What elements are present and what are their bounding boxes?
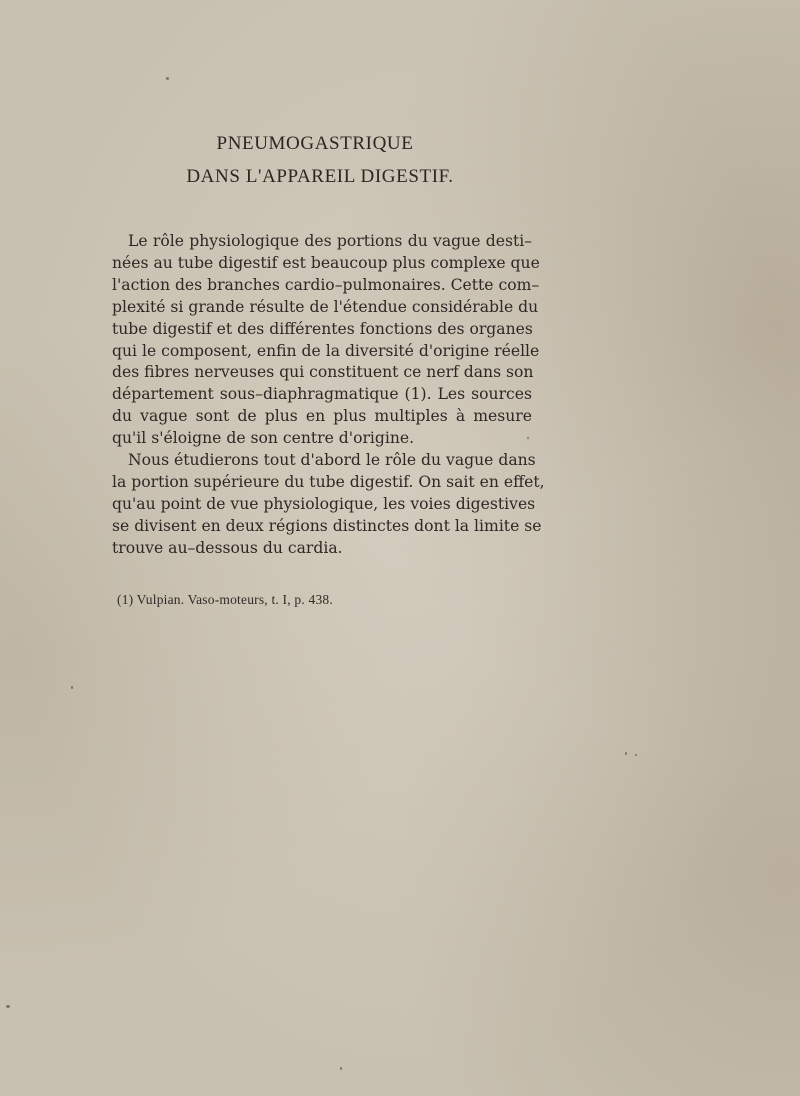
text-line: l'action des branches cardio–pulmonaires. Cette com– <box>112 275 540 294</box>
paper-speck <box>6 1005 10 1008</box>
chapter-title-line-2: DANS L'APPAREIL DIGESTIF. <box>186 166 454 187</box>
text-line: la portion supérieure du tube digestif. On sait en effet, <box>112 472 545 491</box>
text-line: Le rôle physiologique des portions du vague desti– <box>128 232 532 250</box>
paper-speck <box>71 686 73 689</box>
footnote: (1) Vulpian. Vaso-moteurs, t. I, p. 438. <box>117 592 333 607</box>
chapter-title-line-1: PNEUMOGASTRIQUE <box>216 133 414 154</box>
text-line: du vague sont de plus en plus multiples à mesure <box>112 407 532 426</box>
text-line: qu'au point de vue physiologique, les voies digestives <box>112 494 536 513</box>
paragraph-2 <box>112 450 545 560</box>
paper-speck <box>527 437 529 439</box>
paragraph-1 <box>112 231 540 450</box>
text-line: plexité si grande résulte de l'étendue considérable du <box>112 297 539 316</box>
text-line: des fibres nerveuses qui constituent ce nerf dans son <box>112 363 534 382</box>
text-line: se divisent en deux régions distinctes dont la limite se <box>112 516 542 535</box>
text-line: trouve au–dessous du cardia. <box>112 538 343 557</box>
text-line: qu'il s'éloigne de son centre d'origine. <box>112 429 415 448</box>
paper-speck <box>635 754 637 756</box>
text-line: département sous–diaphragmatique (1). Les sources <box>112 385 532 404</box>
paper-speck <box>166 77 169 80</box>
paper-speck <box>625 752 627 755</box>
text-line: tube digestif et des différentes fonctions des organes <box>112 319 533 338</box>
text-line: Nous étudierons tout d'abord le rôle du vague dans <box>128 451 536 470</box>
text-line: nées au tube digestif est beaucoup plus complexe que <box>112 253 540 272</box>
body-text <box>112 231 545 560</box>
paper-speck <box>340 1067 342 1070</box>
text-line: qui le composent, enfin de la diversité d'origine réelle <box>112 341 540 360</box>
